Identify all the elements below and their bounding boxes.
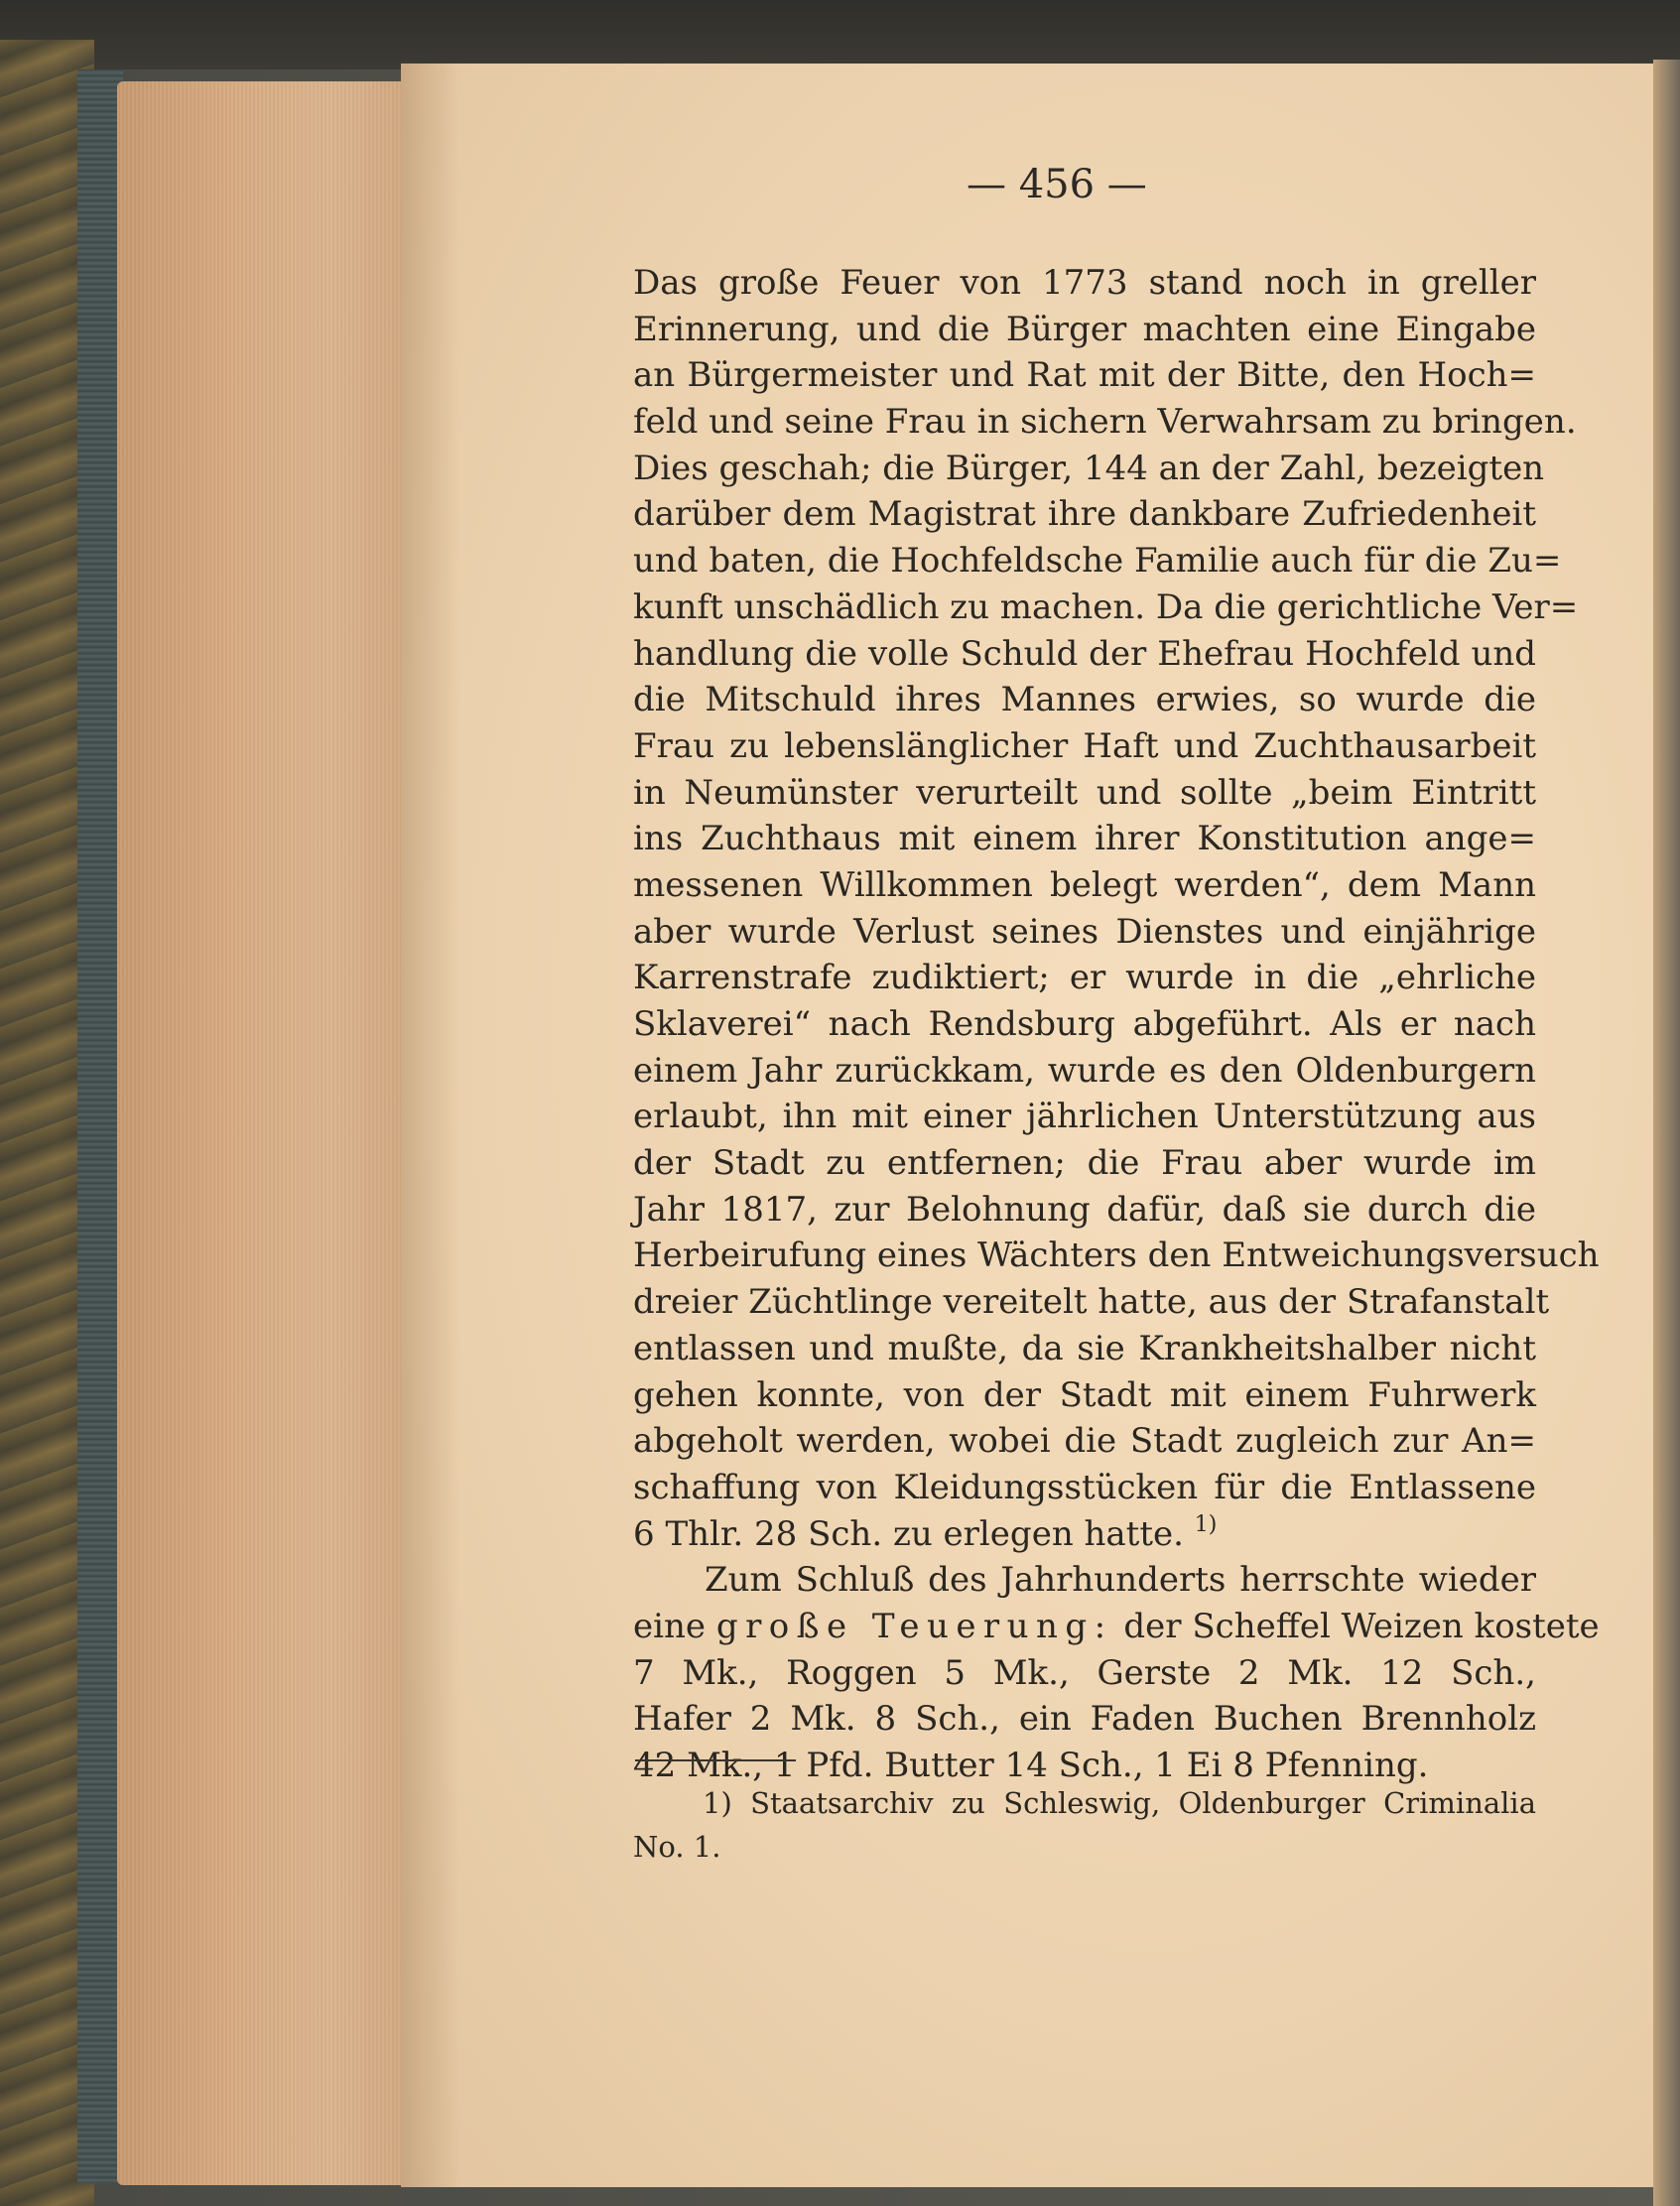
text-line: Zum Schluß des Jahrhunderts herrschte wieder bbox=[705, 1560, 1536, 1601]
text-line: Dies geschah; die Bürger, 144 an der Zahl, bezeigten bbox=[633, 448, 1545, 488]
text-line: einem Jahr zurückkam, wurde es den Oldenburgern bbox=[633, 1050, 1536, 1091]
footnote-line: No. 1. bbox=[633, 1830, 721, 1864]
text-line: messenen Willkommen belegt werden“, dem Mann bbox=[633, 864, 1536, 905]
text-line: Jahr 1817, zur Belohnung dafür, daß sie durch die bbox=[633, 1189, 1536, 1230]
text-line: feld und seine Frau in sichern Verwahrsam zu bringen. bbox=[633, 402, 1577, 443]
text-line: die Mitschuld ihres Mannes erwies, so wurde die bbox=[633, 680, 1536, 720]
right-page-edge bbox=[1653, 60, 1680, 2206]
footnote-line: 1) Staatsarchiv zu Schleswig, Oldenburger Criminalia bbox=[703, 1786, 1536, 1820]
text-line: Herbeirufung eines Wächters den Entweichungsversuch bbox=[633, 1235, 1600, 1276]
text-line: an Bürgermeister und Rat mit der Bitte, den Hoch= bbox=[633, 355, 1536, 396]
body-text bbox=[633, 260, 1600, 1789]
page-edges bbox=[117, 81, 403, 2185]
text-line: ins Zuchthaus mit einem ihrer Konstitution ange= bbox=[633, 819, 1536, 859]
text-line: abgeholt werden, wobei die Stadt zugleich zur An= bbox=[633, 1421, 1536, 1462]
text-line: schaffung von Kleidungsstücken für die Entlassene bbox=[633, 1467, 1536, 1507]
text-line: der Stadt zu entfernen; die Frau aber wurde im bbox=[633, 1143, 1536, 1184]
text-line: Hafer 2 Mk. 8 Sch., ein Faden Buchen Brennholz bbox=[633, 1699, 1536, 1740]
page-number: — 456 — bbox=[967, 162, 1147, 207]
footnote-marker: 1) bbox=[1194, 1511, 1218, 1537]
text-line: aber wurde Verlust seines Dienstes und einjährige bbox=[633, 911, 1536, 952]
text-segment: eine bbox=[633, 1606, 707, 1646]
emphasized-text: große Teuerung: bbox=[715, 1606, 1113, 1646]
text-line: Frau zu lebenslänglicher Haft und Zuchthausarbeit bbox=[633, 725, 1536, 766]
text-segment: 6 Thlr. 28 Sch. zu erlegen hatte. bbox=[633, 1513, 1184, 1554]
text-line: handlung die volle Schuld der Ehefrau Hochfeld und bbox=[633, 633, 1536, 674]
text-segment: der Scheffel Weizen kostete bbox=[1123, 1606, 1600, 1646]
text-line: entlassen und mußte, da sie Krankheitshalber nicht bbox=[633, 1328, 1536, 1368]
binding-top-band bbox=[0, 0, 1680, 69]
text-line: dreier Züchtlinge vereitelt hatte, aus der Strafanstalt bbox=[633, 1282, 1550, 1323]
text-line: Sklaverei“ nach Rendsburg abgeführt. Als er nach bbox=[633, 1004, 1536, 1044]
text-line: erlaubt, ihn mit einer jährlichen Unterstützung aus bbox=[633, 1097, 1536, 1137]
text-line: Das große Feuer von 1773 stand noch in greller bbox=[633, 263, 1536, 303]
text-line: kunft unschädlich zu machen. Da die gerichtliche Ver= bbox=[633, 586, 1579, 627]
text-line: gehen konnte, von der Stadt mit einem Fuhrwerk bbox=[633, 1374, 1536, 1415]
text-line: Erinnerung, und die Bürger machten eine Eingabe bbox=[633, 309, 1536, 349]
text-line bbox=[633, 1604, 1600, 1650]
text-line: Karrenstrafe zudiktiert; er wurde in die „ehrliche bbox=[633, 958, 1536, 998]
text-line: und baten, die Hochfeldsche Familie auch für die Zu= bbox=[633, 541, 1562, 582]
text-line: 7 Mk., Roggen 5 Mk., Gerste 2 Mk. 12 Sch., bbox=[633, 1652, 1536, 1693]
footnote-divider bbox=[635, 1759, 796, 1761]
text-line: in Neumünster verurteilt und sollte „beim Eintritt bbox=[633, 772, 1536, 813]
text-line: 42 Mk., 1 Pfd. Butter 14 Sch., 1 Ei 8 Pfenning. bbox=[633, 1746, 1429, 1785]
paragraph-last-line bbox=[633, 1511, 1536, 1558]
footnote bbox=[633, 1781, 1536, 1869]
text-line: darüber dem Magistrat ihre dankbare Zufriedenheit bbox=[633, 494, 1536, 535]
